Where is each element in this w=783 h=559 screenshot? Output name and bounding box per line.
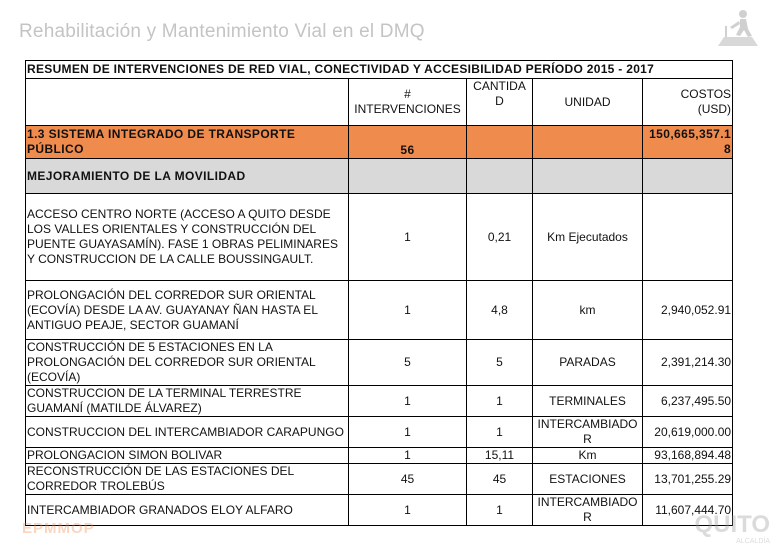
table-row: [26, 194, 733, 281]
table-row: [26, 417, 733, 448]
table-row: [26, 448, 733, 464]
row-intervenciones: 5: [349, 340, 467, 386]
row-description: PROLONGACIÓN DEL CORREDOR SUR ORIENTAL (ECOVÍA) DESDE LA AV. GUAYANAY ÑAN HASTA EL ANTIGUO PEAJE, SECTOR GUAMANÍ: [26, 281, 349, 340]
table-row: [26, 281, 733, 340]
row-description: INTERCAMBIADOR GRANADOS ELOY ALFARO: [26, 495, 349, 526]
row-intervenciones: 1: [349, 448, 467, 464]
row-intervenciones: 1: [349, 194, 467, 281]
epmmop-logo: EPMMOP: [22, 520, 95, 537]
subsection-label: MEJORAMIENTO DE LA MOVILIDAD: [26, 159, 349, 194]
row-costos: 2,940,052.91: [643, 281, 733, 340]
quito-logo: QUITO ALCALDÍA: [694, 511, 770, 545]
row-description: CONSTRUCCION DE LA TERMINAL TERRESTRE GUAMANÍ (MATILDE ÁLVAREZ): [26, 386, 349, 417]
header-intervenciones: # INTERVENCIONES: [349, 79, 467, 126]
subsection-row: [26, 159, 733, 194]
row-cantidad: 15,11: [467, 448, 533, 464]
table-row: [26, 340, 733, 386]
interventions-table: [25, 60, 733, 526]
row-intervenciones: 45: [349, 464, 467, 495]
row-cantidad: 4,8: [467, 281, 533, 340]
row-description: PROLONGACION SIMON BOLIVAR: [26, 448, 349, 464]
header-cantidad: CANTIDA D: [467, 79, 533, 126]
table-row: [26, 495, 733, 526]
row-cantidad: 1: [467, 495, 533, 526]
row-cantidad: 1: [467, 386, 533, 417]
subsection-cell: [467, 159, 533, 194]
row-unidad: Km Ejecutados: [533, 194, 643, 281]
row-intervenciones: 1: [349, 281, 467, 340]
subsection-cell: [533, 159, 643, 194]
table-title: RESUMEN DE INTERVENCIONES DE RED VIAL, CONECTIVIDAD Y ACCESIBILIDAD PERÍODO 2015 - 2017: [26, 61, 733, 79]
row-unidad: km: [533, 281, 643, 340]
row-costos: [643, 194, 733, 281]
row-description: ACCESO CENTRO NORTE (ACCESO A QUITO DESDE LOS VALLES ORIENTALES Y CONSTRUCCIÓN DEL PUENTE GUAYASAMÍN). FASE 1 OBRAS PELIMINARES Y CONSTRUCCION DE LA CALLE BOUSSINGAULT.: [26, 194, 349, 281]
header-description: [26, 79, 349, 126]
row-costos: 20,619,000.00: [643, 417, 733, 448]
row-unidad: TERMINALES: [533, 386, 643, 417]
row-costos: 2,391,214.30: [643, 340, 733, 386]
row-costos: 11,607,444.70: [643, 495, 733, 526]
row-description: CONSTRUCCION DEL INTERCAMBIADOR CARAPUNGO: [26, 417, 349, 448]
header-unidad: UNIDAD: [533, 79, 643, 126]
row-costos: 6,237,495.50: [643, 386, 733, 417]
page-title: Rehabilitación y Mantenimiento Vial en el DMQ: [19, 21, 425, 42]
row-intervenciones: 1: [349, 417, 467, 448]
row-cantidad: 1: [467, 417, 533, 448]
section-unidad: [533, 126, 643, 159]
row-description: CONSTRUCCIÓN DE 5 ESTACIONES EN LA PROLONGACIÓN DEL CORREDOR SUR ORIENTAL (ECOVÍA): [26, 340, 349, 386]
road-worker-icon: [716, 7, 760, 47]
row-unidad: INTERCAMBIADO R: [533, 417, 643, 448]
section-intervenciones: 56: [349, 126, 467, 159]
row-unidad: INTERCAMBIADO R: [533, 495, 643, 526]
row-description: RECONSTRUCCIÓN DE LAS ESTACIONES DEL CORREDOR TROLEBÚS: [26, 464, 349, 495]
row-unidad: PARADAS: [533, 340, 643, 386]
row-costos: 93,168,894.48: [643, 448, 733, 464]
row-cantidad: 45: [467, 464, 533, 495]
row-intervenciones: 1: [349, 386, 467, 417]
table-row: [26, 386, 733, 417]
row-intervenciones: 1: [349, 495, 467, 526]
row-cantidad: 5: [467, 340, 533, 386]
row-costos: 13,701,255.29: [643, 464, 733, 495]
row-unidad: ESTACIONES: [533, 464, 643, 495]
row-cantidad: 0,21: [467, 194, 533, 281]
subsection-cell: [349, 159, 467, 194]
header-costos: COSTOS (USD): [643, 79, 733, 126]
section-cantidad: [467, 126, 533, 159]
table-row: [26, 464, 733, 495]
row-unidad: Km: [533, 448, 643, 464]
section-label: 1.3 SISTEMA INTEGRADO DE TRANSPORTE PÚBLICO: [26, 126, 349, 159]
section-costos: 150,665,357.18: [643, 126, 733, 159]
subsection-cell: [643, 159, 733, 194]
section-row: [26, 126, 733, 159]
